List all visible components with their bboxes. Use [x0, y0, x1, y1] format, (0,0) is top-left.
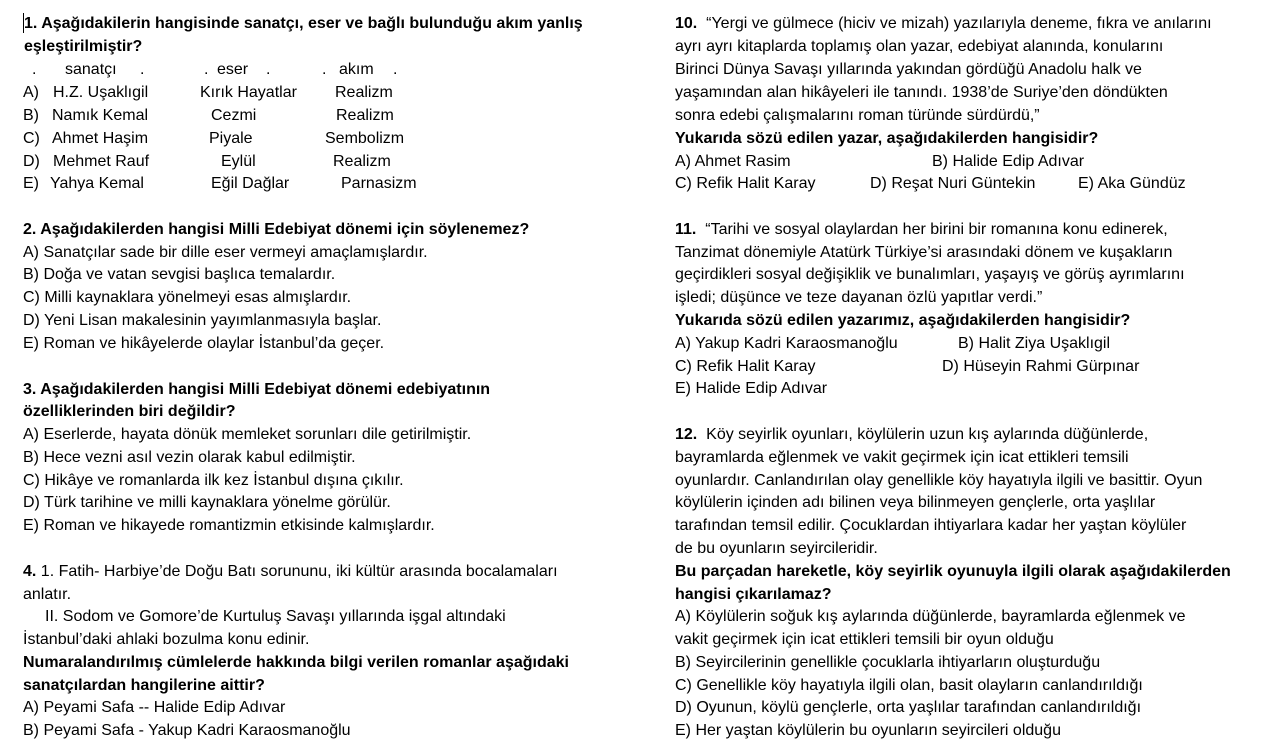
q1-row-artist: H.Z. Uşaklıgil	[53, 84, 149, 101]
q1-row-letter: E)	[23, 175, 39, 192]
q10-option-a[interactable]: A) Ahmet Rasim	[675, 153, 791, 170]
q3-option-b[interactable]: B) Hece vezni asıl vezin olarak kabul edilmiştir.	[23, 449, 356, 466]
q1-row-work: Kırık Hayatlar	[200, 84, 297, 101]
q2-stem: 2. Aşağıdakilerden hangisi Milli Edebiyat dönemi için söylenemez?	[23, 221, 530, 238]
q10-option-c[interactable]: C) Refik Halit Karay	[675, 175, 816, 192]
q4-item2-line2: İstanbul’daki ahlaki bozulma konu edinir.	[23, 631, 310, 648]
q1-stem-line1	[24, 13, 583, 35]
q2-option-e[interactable]: E) Roman ve hikâyelerde olaylar İstanbul’da geçer.	[23, 335, 385, 352]
q1-row-artist: Namık Kemal	[52, 107, 149, 124]
q12-option-b[interactable]: B) Seyircilerinin genellikle çocuklarla ihtiyarların oluşturduğu	[675, 654, 1101, 671]
q12-text-line1	[675, 424, 1148, 446]
q11-option-e[interactable]: E) Halide Edip Adıvar	[675, 380, 828, 397]
q11-text-line1	[675, 219, 1168, 241]
q11-text-line4: işledi; düşünce ve teze dayanan özlü yapıtlar verdi.”	[675, 289, 1043, 306]
q10-text-line3: Birinci Dünya Savaşı yıllarında yakından gördüğü Anadolu halk ve	[675, 61, 1142, 78]
q1-header-dot: .	[393, 61, 398, 78]
q11-option-a[interactable]: A) Yakup Kadri Karaosmanoğlu	[675, 335, 898, 352]
q4-item1-line2: anlatır.	[23, 586, 72, 603]
q12-option-d[interactable]: D) Oyunun, köylü gençlerle, orta yaşlılar tarafından canlandırıldığı	[675, 699, 1142, 716]
q12-number: 12.	[675, 426, 698, 443]
q1-header-dot: .	[140, 61, 145, 78]
q12-option-c[interactable]: C) Genellikle köy hayatıyla ilgili olan, basit olayların canlandırıldığı	[675, 677, 1143, 694]
q1-row-work: Cezmi	[211, 107, 257, 124]
q12-option-a[interactable]: A) Köylülerin soğuk kış aylarında düğünlerde, bayramlarda eğlenmek ve	[675, 608, 1186, 625]
q11-number: 11.	[675, 221, 697, 238]
q12-text-line4: köylülerin içinden adı bilinen veya bilinmeyen gençlerle, orta yaşlılar	[675, 494, 1156, 511]
q12-text-line3: oyunlardır. Canlandırılan olay genellikle köy hayatıyla ilgili ve basittir. Oyun	[675, 472, 1203, 489]
q11-text-line3: geçirdikleri sosyal değişiklik ve bunalımları, yaşayış ve görüş ayrımlarını	[675, 266, 1185, 283]
q1-header-dot: .	[32, 61, 37, 78]
q10-text-line5: sonra edebi çalışmalarını roman türünde sürdürdü,”	[675, 107, 1040, 124]
q11-option-d[interactable]: D) Hüseyin Rahmi Gürpınar	[942, 358, 1140, 375]
q3-option-a[interactable]: A) Eserlerde, hayata dönük memleket sorunları dile getirilmiştir.	[23, 426, 472, 443]
q10-option-e[interactable]: E) Aka Gündüz	[1078, 175, 1186, 192]
q1-row-work: Eğil Dağlar	[211, 175, 290, 192]
q10-text-line1	[675, 13, 1212, 35]
q3-option-e[interactable]: E) Roman ve hikayede romantizmin etkisinde kalmışlardır.	[23, 517, 435, 534]
q4-option-b[interactable]: B) Peyami Safa - Yakup Kadri Karaosmanoğlu	[23, 722, 351, 739]
q12-option-e[interactable]: E) Her yaştan köylülerin bu oyunların seyircileri olduğu	[675, 722, 1061, 739]
q2-option-a[interactable]: A) Sanatçılar sade bir dille eser vermeyi amaçlamışlardır.	[23, 244, 428, 261]
q12-text-line6: de bu oyunların seyircileridir.	[675, 540, 878, 557]
q10-question: Yukarıda sözü edilen yazar, aşağıdakilerden hangisidir?	[675, 130, 1099, 147]
q3-option-c[interactable]: C) Hikâye ve romanlarda ilk kez İstanbul dışına çıkılır.	[23, 472, 404, 489]
q10-text: “Yergi ve gülmece (hiciv ve mizah) yazılarıyla deneme, fıkra ve anılarını	[706, 15, 1212, 32]
q1-header-dot: .	[204, 61, 209, 78]
q1-header-work: eser	[217, 61, 249, 78]
q1-row-letter: C)	[23, 130, 40, 147]
q12-question-line1: Bu parçadan hareketle, köy seyirlik oyunuyla ilgili olarak aşağıdakilerden	[675, 563, 1231, 580]
q1-row-letter: D)	[23, 153, 40, 170]
q3-stem-line1: 3. Aşağıdakilerden hangisi Milli Edebiyat dönemi edebiyatının	[23, 381, 491, 398]
q1-stem-line2: eşleştirilmiştir?	[24, 38, 143, 55]
q1-row-work: Piyale	[209, 130, 253, 147]
q4-item1-text: 1. Fatih- Harbiye’de Doğu Batı sorununu, iki kültür arasında bocalamaları	[40, 563, 558, 580]
q10-text-line4: yaşamından alan hikâyeleri ile tanındı. 1938’de Suriye’den döndükten	[675, 84, 1168, 101]
q1-row-movement: Realizm	[336, 107, 394, 124]
q11-text-line2: Tanzimat dönemiyle Atatürk Türkiye’si arasındaki dönem ve kuşakların	[675, 244, 1173, 261]
q1-row-artist: Mehmet Rauf	[53, 153, 150, 170]
q4-item2-line1: II. Sodom ve Gomore’de Kurtuluş Savaşı yıllarında işgal altındaki	[45, 608, 506, 625]
q4-item1-line1	[23, 561, 558, 583]
q1-header-dot: .	[266, 61, 271, 78]
q1-row-movement: Sembolizm	[325, 130, 405, 147]
q2-option-d[interactable]: D) Yeni Lisan makalesinin yayımlanmasıyla başlar.	[23, 312, 382, 329]
q10-number: 10.	[675, 15, 698, 32]
q1-row-letter: A)	[23, 84, 39, 101]
q12-text-line5: tarafından temsil edilir. Çocuklardan ihtiyarlara kadar her yaştan köylüler	[675, 517, 1187, 534]
q1-header-artist: sanatçı	[65, 61, 117, 78]
q12-option-a-cont[interactable]: vakit geçirmek için icat ettikleri temsili bir oyun olduğu	[675, 631, 1054, 648]
q1-number: 1.	[24, 15, 38, 32]
q1-row-movement: Realizm	[333, 153, 391, 170]
q1-row-work: Eylül	[221, 153, 256, 170]
q1-row-letter: B)	[23, 107, 39, 124]
q4-number: 4.	[23, 563, 37, 580]
q4-option-a[interactable]: A) Peyami Safa -- Halide Edip Adıvar	[23, 699, 286, 716]
q2-option-b[interactable]: B) Doğa ve vatan sevgisi başlıca temalardır.	[23, 266, 336, 283]
q10-option-d[interactable]: D) Reşat Nuri Güntekin	[870, 175, 1036, 192]
q12-text: Köy seyirlik oyunları, köylülerin uzun kış aylarında düğünlerde,	[706, 426, 1149, 443]
q11-text: “Tarihi ve sosyal olaylardan her birini bir romanına konu edinerek,	[705, 221, 1168, 238]
q3-stem-line2: özelliklerinden biri değildir?	[23, 403, 236, 420]
q1-row-artist: Yahya Kemal	[50, 175, 144, 192]
q11-option-b[interactable]: B) Halit Ziya Uşaklıgil	[958, 335, 1111, 352]
q4-question-line1: Numaralandırılmış cümlelerde hakkında bilgi verilen romanlar aşağıdaki	[23, 654, 569, 671]
q10-text-line2: ayrı ayrı kitaplarda toplamış olan yazar, edebiyat alanında, konularını	[675, 38, 1164, 55]
q12-text-line2: bayramlarda eğlenmek ve vakit geçirmek için icat ettikleri temsili	[675, 449, 1129, 466]
q1-row-movement: Realizm	[335, 84, 393, 101]
q11-question: Yukarıda sözü edilen yazarımız, aşağıdakilerden hangisidir?	[675, 312, 1131, 329]
q10-option-b[interactable]: B) Halide Edip Adıvar	[932, 153, 1085, 170]
q12-question-line2: hangisi çıkarılamaz?	[675, 586, 832, 603]
q4-question-line2: sanatçılardan hangilerine aittir?	[23, 677, 265, 694]
q1-header-dot: .	[322, 61, 327, 78]
q1-row-artist: Ahmet Haşim	[52, 130, 149, 147]
q2-option-c[interactable]: C) Milli kaynaklara yönelmeyi esas almışlardır.	[23, 289, 352, 306]
q1-stem-text: Aşağıdakilerin hangisinde sanatçı, eser ve bağlı bulunduğu akım yanlış	[41, 15, 583, 32]
q3-option-d[interactable]: D) Türk tarihine ve milli kaynaklara yönelme görülür.	[23, 494, 391, 511]
q11-option-c[interactable]: C) Refik Halit Karay	[675, 358, 816, 375]
q1-row-movement: Parnasizm	[341, 175, 417, 192]
q1-header-movement: akım	[339, 61, 374, 78]
